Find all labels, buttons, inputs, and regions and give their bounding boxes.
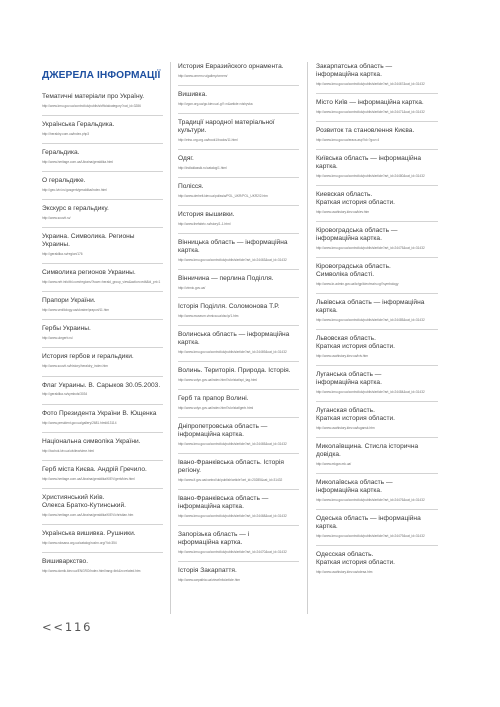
source-title: Івано-Франківська область — інформаційна картка. bbox=[178, 495, 269, 511]
source-url-link[interactable]: http://www.kmu.gov.ua/control/uk/publish/article?art_id=24484&cat_id=31432 bbox=[316, 389, 425, 394]
source-entry bbox=[316, 479, 438, 502]
source-url-link[interactable]: http://www.volyn.gov.ua/index.html?ukr/stat/gerb.html bbox=[178, 406, 254, 411]
entry-separator bbox=[42, 291, 163, 292]
entry-separator bbox=[316, 437, 438, 438]
source-title: Вишиваркство. bbox=[42, 557, 89, 565]
source-entry bbox=[178, 531, 299, 554]
entry-separator bbox=[42, 263, 163, 264]
sources-column-2 bbox=[178, 63, 299, 582]
source-entry bbox=[316, 443, 438, 466]
source-url-link[interactable]: http://www.kmu.gov.ua/control/uk/publish/article?art_id=24467&cat_id=31432 bbox=[316, 81, 425, 86]
source-url-link[interactable]: http://www.ukrgerb.ru/ bbox=[42, 336, 74, 341]
source-entry bbox=[42, 325, 163, 340]
source-entry bbox=[42, 205, 163, 220]
source-url-link[interactable]: http://geo.lvivi.ru/gosgerb/geraldika/index.html bbox=[42, 188, 107, 193]
source-title: Українська Геральдика. bbox=[42, 121, 115, 129]
source-entry bbox=[178, 239, 299, 262]
entry-separator bbox=[178, 85, 299, 86]
sources-column-3 bbox=[316, 63, 438, 574]
source-title: Экскурс в геральдику. bbox=[42, 205, 109, 213]
source-entry bbox=[42, 382, 163, 397]
source-entry bbox=[42, 233, 163, 256]
source-entry bbox=[316, 371, 438, 394]
source-title: Історія Закарпаття. bbox=[178, 567, 237, 575]
source-entry bbox=[316, 227, 438, 250]
column-divider bbox=[170, 62, 171, 614]
entry-separator bbox=[42, 376, 163, 377]
source-url-link[interactable]: http://www.ornem.ru/gallery/ornem/ bbox=[178, 73, 228, 78]
source-title: История Евразийского орнамента. bbox=[178, 63, 284, 70]
source-title: Волинь. Територія. Природа. Історія. bbox=[178, 367, 291, 375]
source-url-link[interactable]: http://geraldika.ru/region/176 bbox=[42, 252, 83, 257]
entry-separator bbox=[178, 561, 299, 562]
source-entry bbox=[178, 567, 299, 582]
source-entry bbox=[178, 331, 299, 354]
source-entry bbox=[42, 530, 163, 545]
source-entry bbox=[178, 367, 299, 382]
source-title: Національна символіка України. bbox=[42, 437, 141, 445]
source-title: Запорізька область — і нформаційна картка. bbox=[178, 531, 250, 547]
source-title: Львовская область. Краткая история области. bbox=[316, 334, 395, 350]
source-title: Символика регионов Украины. bbox=[42, 269, 136, 277]
source-url-link[interactable]: http://www.kmu.gov.ua/control/uk/publish/article?art_id=24470&cat_id=31432 bbox=[178, 550, 287, 555]
source-url-link[interactable]: http://www.vexillology.ua/ukraine/prapori/11.htm bbox=[42, 308, 110, 313]
source-url-link[interactable]: http://www.usahistory.kiev.ua/kiev.htm bbox=[316, 209, 370, 214]
source-url-link[interactable]: http://www.kmu.gov.ua/control/uk/publish/article?art_id=24471&cat_id=31432 bbox=[316, 109, 425, 114]
source-title: Традиції народної матеріальної культури. bbox=[178, 119, 275, 135]
source-title: Вінницька область — інформаційна картка. bbox=[178, 239, 288, 255]
source-url-link[interactable]: http://www.kmu.gov.ua/control/uk/publish/article?art_id=24485&cat_id=31432 bbox=[316, 317, 425, 322]
source-url-link[interactable]: http://www.kmu.gov.ua/control/uk/publish/article?art_id=24476&cat_id=31432 bbox=[316, 497, 425, 502]
source-url-link[interactable]: http://www.thefabric.ru/istory/1-1.html bbox=[178, 222, 231, 227]
source-entry bbox=[42, 149, 163, 164]
source-entry bbox=[178, 183, 299, 198]
entry-separator bbox=[316, 121, 438, 122]
source-title: Волинська область — інформаційна картка. bbox=[178, 331, 290, 347]
source-title: Закарпатська область — інформаційна картка. bbox=[316, 63, 393, 78]
page-number: <<116 bbox=[42, 620, 93, 634]
source-entry bbox=[178, 211, 299, 226]
entry-separator bbox=[316, 401, 438, 402]
entry-separator bbox=[316, 185, 438, 186]
source-title: Львівська область — інформаційна картка. bbox=[316, 298, 425, 314]
source-url-link[interactable]: http://indiaklassik.ru/catalog/1.html bbox=[178, 166, 227, 170]
source-title: Одеська область — інформаційна картка. bbox=[316, 514, 421, 530]
entry-separator bbox=[178, 113, 299, 114]
source-title: Розвиток та становлення Києва. bbox=[316, 127, 415, 135]
source-url-link[interactable]: http://www.heritage.com.ua/Ukraina/geraldika.html bbox=[42, 160, 114, 165]
source-url-link[interactable]: http://www.domik.kiev.ua/ENGRO/index.html/rang=link&n=related.htm bbox=[42, 568, 141, 573]
source-entry bbox=[316, 263, 438, 286]
source-title: Киевская область. Краткая история области. bbox=[316, 191, 395, 206]
source-url-link[interactable]: http://www.kmu.gov.ua/control/uk/publish/article?art_id=24480&cat_id=31432 bbox=[316, 173, 425, 178]
source-entry bbox=[42, 558, 163, 573]
entry-separator bbox=[316, 149, 438, 150]
source-url-link[interactable]: http://www.derhelt.kiev.ua/polissia/POL_UKR/POL_UKR2/2.htm bbox=[178, 194, 268, 199]
entry-separator bbox=[42, 171, 163, 172]
source-title: О геральдике. bbox=[42, 177, 86, 185]
entry-separator bbox=[178, 325, 299, 326]
source-url-link[interactable]: http://www.nrfr.info/tbl.com/regions/?town=herald_group_view&action=edit&id_prt=1 bbox=[42, 280, 161, 285]
source-entry bbox=[178, 459, 299, 482]
entry-separator bbox=[42, 227, 163, 228]
source-title: Історія Поділля. Соломонова Т.Р. bbox=[178, 303, 280, 311]
entry-separator bbox=[178, 233, 299, 234]
source-title: Християнський Київ. Олекса Братко-Кутинський. bbox=[42, 493, 126, 509]
source-entry bbox=[42, 466, 163, 481]
source-entry bbox=[316, 335, 438, 358]
source-url-link[interactable]: http://etno.org.org.ua/book1/books/11.html bbox=[178, 137, 238, 142]
entry-separator bbox=[316, 365, 438, 366]
source-entry bbox=[42, 297, 163, 312]
source-entry bbox=[316, 515, 438, 538]
source-url-link[interactable]: http://www.if.gov.ua/control/uk/publish/article?art_id=20285&cat_id=31432 bbox=[178, 478, 283, 483]
source-url-link[interactable]: http://geraldika.ru/symbols/3034 bbox=[42, 392, 88, 397]
source-url-link[interactable]: http://www.heritage.com.ua/Ukraina/geraldika/KIEV/christian.htm bbox=[42, 512, 134, 517]
entry-separator bbox=[42, 347, 163, 348]
entry-separator bbox=[316, 221, 438, 222]
entry-separator bbox=[42, 460, 163, 461]
source-title: Украина. Символика. Регионы Украины. bbox=[42, 233, 135, 249]
source-entry bbox=[42, 177, 163, 192]
source-url-link[interactable]: http://www.roksana.org.ua/catalog/rushn.org/?id=354 bbox=[42, 540, 117, 545]
source-url-link[interactable]: http://www.kmu.gov.ua/eracs.asp?id=?gov=4 bbox=[316, 137, 380, 142]
source-entry bbox=[42, 269, 163, 284]
source-url-link[interactable]: http://www.heritage.com.ua/Ukraina/geraldika/KIEV/gerb/kiev.html bbox=[42, 476, 135, 481]
source-entry bbox=[316, 63, 438, 86]
source-entry bbox=[178, 395, 299, 410]
entry-separator bbox=[42, 432, 163, 433]
source-title: Гербы Украины. bbox=[42, 325, 91, 333]
entry-separator bbox=[316, 257, 438, 258]
source-url-link[interactable]: http://vgon.org.ua/go.kiev.ua/-gi?=n&article=vishyvka bbox=[178, 101, 253, 106]
source-url-link[interactable]: http://www.kmu.gov.ua/control/uk/publish/article?art_id=24479&cat_id=31432 bbox=[316, 533, 425, 538]
source-title: Кіровоградська область. Символіка області. bbox=[316, 263, 391, 278]
source-title: Одесская область. Краткая история области. bbox=[316, 550, 395, 566]
entry-separator bbox=[42, 488, 163, 489]
source-url-link[interactable]: http://tochok.lviv.ua/ulvilew/sime.html bbox=[42, 448, 95, 453]
source-entry bbox=[178, 155, 299, 170]
source-title: Фото Президента України В. Ющенка bbox=[42, 409, 157, 417]
page-heading: ДЖЕРЕЛА ІНФОРМАЦІЇ bbox=[42, 70, 161, 81]
source-title: Кіровоградська область — інформаційна картка. bbox=[316, 227, 398, 242]
entry-separator bbox=[178, 269, 299, 270]
source-title: Місто Київ — інформаційна картка. bbox=[316, 98, 424, 106]
source-title: История гербов и геральдики. bbox=[42, 353, 134, 361]
source-title: Івано-Франківська область. Історія регіону. bbox=[178, 459, 284, 475]
source-title: История вышивки. bbox=[178, 211, 235, 219]
entry-separator bbox=[42, 404, 163, 405]
source-entry bbox=[178, 303, 299, 318]
source-title: Вінничина — перлина Поділля. bbox=[178, 275, 274, 283]
source-entry bbox=[316, 155, 438, 178]
source-title: Київська область — інформаційна картка. bbox=[316, 155, 422, 170]
source-title: Луганська область — інформаційна картка. bbox=[316, 370, 382, 386]
source-title: Одяг. bbox=[178, 155, 194, 163]
source-entry bbox=[316, 551, 438, 574]
source-title: Герб міста Києва. Андрій Гречило. bbox=[42, 465, 147, 473]
source-url-link[interactable]: http://www.kmu.gov.ua/control/uk/publish/article?art_id=24465&cat_id=31432 bbox=[178, 442, 287, 447]
source-entry bbox=[42, 438, 163, 453]
source-url-link[interactable]: http://www.souvit.ru/ bbox=[42, 216, 71, 221]
source-entry bbox=[42, 121, 163, 136]
source-title: Дніпропетровська область — інформаційна картка. bbox=[178, 423, 268, 439]
source-url-link[interactable]: http://www.carpathia.ua/view/info/article.htm bbox=[178, 578, 241, 583]
entry-separator bbox=[178, 149, 299, 150]
source-url-link[interactable]: http://www.kmu.gov.ua/control/uk/publish/article?art_id=24475&cat_id=31432 bbox=[316, 245, 425, 250]
source-url-link[interactable]: http://heraldry.com.ua/index.php3 bbox=[42, 131, 90, 136]
source-entry bbox=[316, 191, 438, 214]
entry-separator bbox=[316, 93, 438, 94]
entry-separator bbox=[42, 115, 163, 116]
entry-separator bbox=[178, 297, 299, 298]
source-url-link[interactable]: http://www.president.gov.ua/gallery/2681.html#13114 bbox=[42, 420, 117, 425]
source-url-link[interactable]: http://www.souvit.ru/history/heraldry_index.htm bbox=[42, 364, 108, 369]
source-entry bbox=[316, 299, 438, 322]
source-entry bbox=[42, 353, 163, 368]
entry-separator bbox=[178, 205, 299, 206]
entry-separator bbox=[42, 524, 163, 525]
source-title: Полісся. bbox=[178, 183, 204, 191]
entry-separator bbox=[42, 319, 163, 320]
source-url-link[interactable]: http://www.usahistory.kiev.ua/lviv.htm bbox=[316, 353, 369, 358]
source-url-link[interactable]: http://www.mkgov.mk.ua/ bbox=[316, 461, 352, 466]
source-url-link[interactable]: http://www.museum.vinnica.ua/dsc/p/1.htm bbox=[178, 314, 239, 319]
source-url-link[interactable]: http://www.kmu.gov.ua/control/uk/publish/article?art_id=24469&cat_id=31432 bbox=[178, 350, 287, 355]
source-title: Прапори України. bbox=[42, 297, 96, 305]
entry-separator bbox=[316, 473, 438, 474]
source-url-link[interactable]: http://vinnic.gov.ua/ bbox=[178, 286, 206, 291]
source-entry bbox=[316, 407, 438, 430]
source-title: Миколаївщина. Стисла історична довідка. bbox=[316, 442, 419, 458]
source-url-link[interactable]: http://www.kr-admin.gov.ua/kr/gp/kiev/main.cgi?symbology bbox=[316, 281, 399, 286]
source-entry bbox=[42, 93, 163, 108]
entry-separator bbox=[42, 143, 163, 144]
source-entry bbox=[42, 410, 163, 425]
source-title: Вишивка. bbox=[178, 91, 208, 99]
source-url-link[interactable]: http://www.kmu.gov.ua/control/uk/publish/officialcategory?cat_id=3286 bbox=[42, 103, 141, 108]
entry-separator bbox=[42, 552, 163, 553]
source-title: Миколаївська область — інформаційна картка. bbox=[316, 478, 393, 494]
entry-separator bbox=[178, 525, 299, 526]
source-entry bbox=[178, 91, 299, 106]
source-title: Луганская область. Краткая история области. bbox=[316, 406, 395, 422]
entry-separator bbox=[178, 417, 299, 418]
sources-column-1 bbox=[42, 93, 163, 573]
entry-separator bbox=[316, 509, 438, 510]
source-entry bbox=[178, 423, 299, 446]
entry-separator bbox=[316, 293, 438, 294]
entry-separator bbox=[178, 389, 299, 390]
source-url-link[interactable]: http://www.usahistory.kiev.ua/odesa.htm bbox=[316, 569, 373, 574]
source-entry bbox=[178, 275, 299, 290]
source-entry bbox=[178, 63, 299, 78]
source-url-link[interactable]: http://www.volyn.gov.ua/index.html?ukr/stat/spi_tag.html bbox=[178, 378, 257, 383]
source-title: Герб та прапор Волині. bbox=[178, 395, 249, 403]
source-entry bbox=[42, 494, 163, 517]
entry-separator bbox=[178, 453, 299, 454]
entry-separator bbox=[178, 361, 299, 362]
entry-separator bbox=[316, 329, 438, 330]
source-title: Тематичні матеріали про Україну. bbox=[42, 93, 145, 100]
source-url-link[interactable]: http://www.usahistory.kiev.ua/lugansk.htm bbox=[316, 425, 375, 430]
source-entry bbox=[316, 127, 438, 142]
source-url-link[interactable]: http://www.kmu.gov.ua/control/uk/publish/article?art_id=24468&cat_id=31432 bbox=[178, 514, 287, 519]
entry-separator bbox=[316, 545, 438, 546]
entry-separator bbox=[178, 177, 299, 178]
source-title: Українська вишивка. Рушники. bbox=[42, 529, 136, 537]
source-title: Флаг Украины. В. Сарыков 30.05.2003. bbox=[42, 381, 161, 389]
source-entry bbox=[178, 495, 299, 518]
source-title: Геральдика. bbox=[42, 149, 80, 157]
source-entry bbox=[178, 119, 299, 142]
entry-separator bbox=[178, 489, 299, 490]
column-divider bbox=[307, 62, 308, 614]
source-url-link[interactable]: http://www.kmu.gov.ua/control/uk/publish/article?art_id=24463&cat_id=31432 bbox=[178, 258, 287, 263]
entry-separator bbox=[42, 199, 163, 200]
source-entry bbox=[316, 99, 438, 114]
